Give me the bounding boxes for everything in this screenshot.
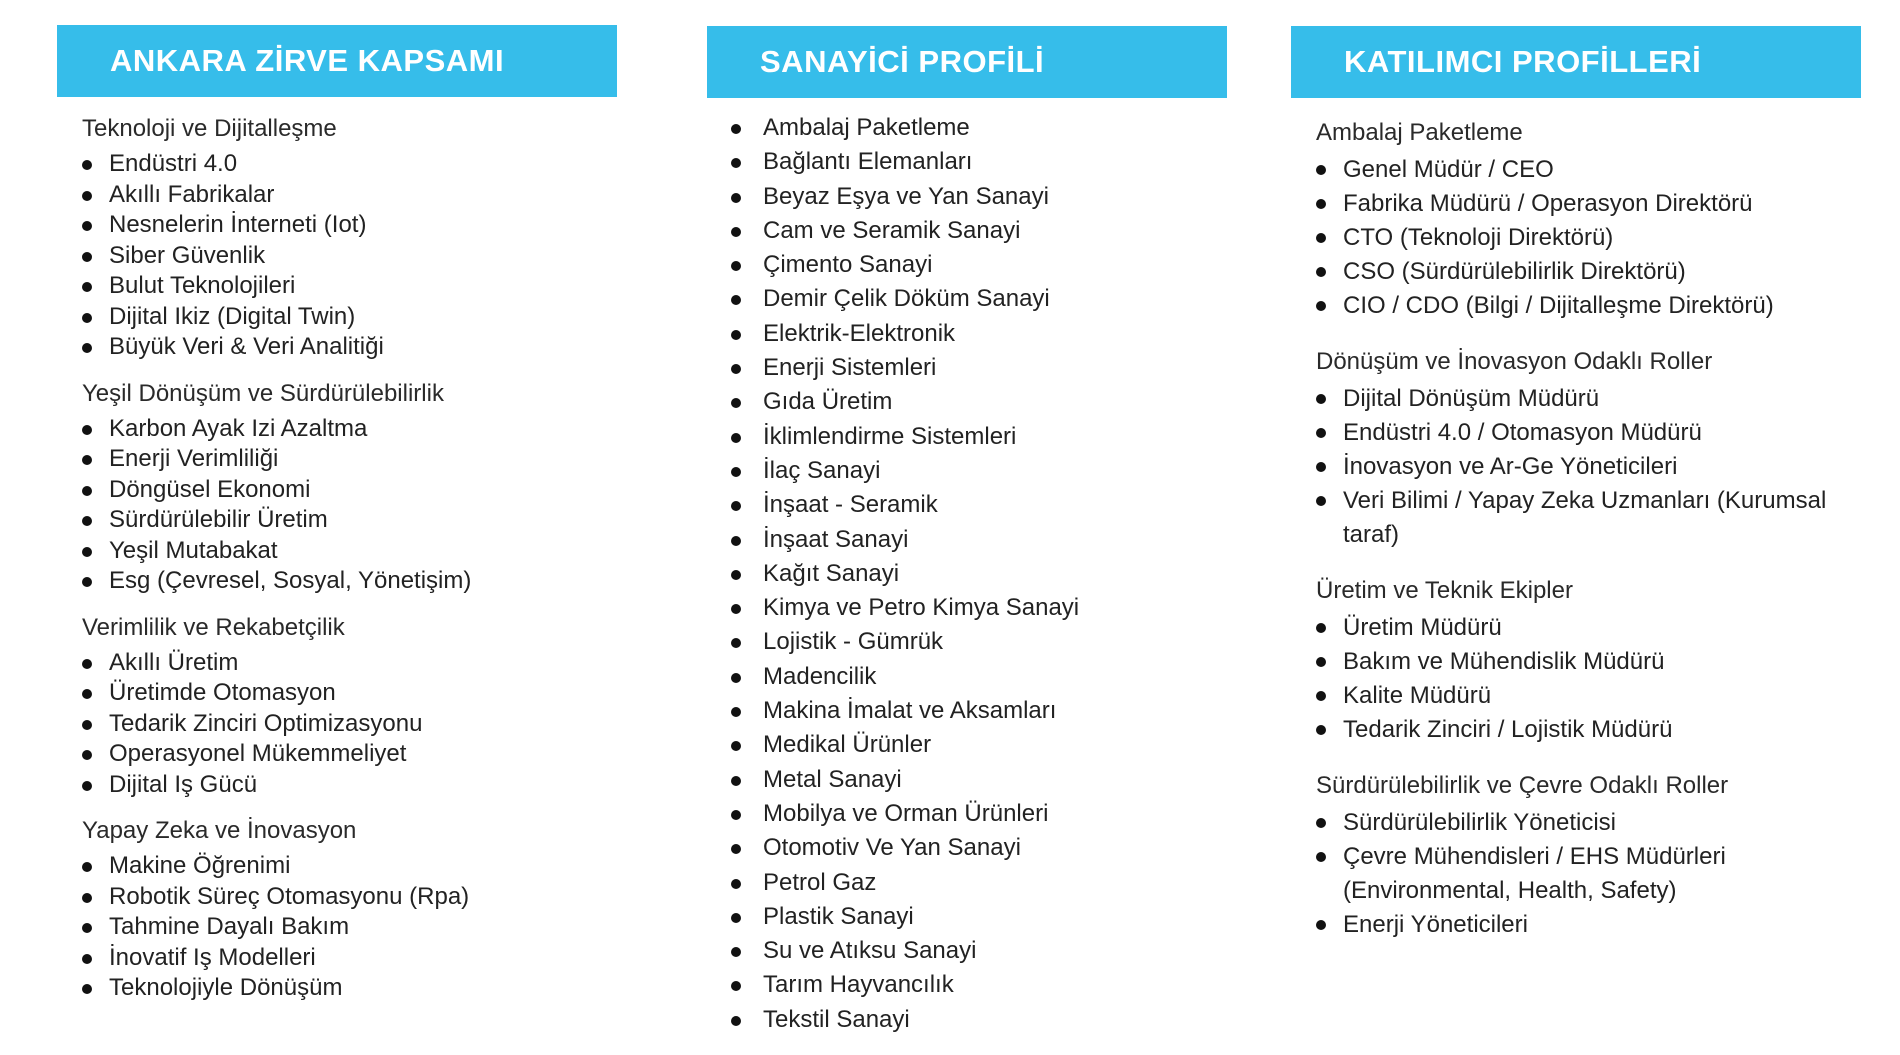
bullet-icon [82, 252, 92, 262]
list-item [82, 943, 617, 974]
list-item-label: Plastik Sanayi [763, 902, 914, 930]
group [1316, 771, 1861, 942]
list-item-label: Otomotiv Ve Yan Sanayi [763, 834, 1021, 862]
list-item-label: Robotik Süreç Otomasyonu (Rpa) [109, 882, 470, 910]
list-item [731, 797, 1227, 831]
group-title: Yapay Zeka ve İnovasyon [82, 817, 357, 844]
bullet-icon [82, 221, 92, 231]
list-item [731, 214, 1227, 248]
bullet-icon [731, 604, 741, 614]
list-item-label: Cam ve Seramik Sanayi [763, 216, 1021, 244]
list-item [731, 248, 1227, 282]
topic-groups [57, 97, 617, 1004]
group-list [1316, 611, 1861, 747]
bullet-icon [1316, 496, 1326, 506]
bullet-icon [1316, 199, 1326, 209]
list-item [731, 145, 1227, 179]
group [82, 613, 617, 801]
group-list [82, 851, 617, 1004]
bullet-icon [82, 455, 92, 465]
column-industry-profile [707, 0, 1227, 1037]
list-item-label: Endüstri 4.0 [109, 150, 238, 177]
bullet-icon [82, 282, 92, 292]
bullet-icon [731, 810, 741, 820]
list-item [1316, 187, 1861, 221]
list-item [82, 536, 617, 567]
list-item [1316, 908, 1861, 942]
group [1316, 576, 1861, 747]
list-item [731, 968, 1227, 1002]
list-item [731, 385, 1227, 419]
list-item-label: Dijital Iş Gücü [109, 770, 258, 798]
bullet-icon [1316, 233, 1326, 243]
bullet-icon [731, 330, 741, 340]
group-list [1316, 382, 1861, 552]
list-item [731, 694, 1227, 728]
list-item [82, 678, 617, 709]
group-title: Teknoloji ve Dijitalleşme [82, 115, 337, 142]
list-item-label: Dijital Ikiz (Digital Twin) [109, 302, 356, 330]
list-item-label: Beyaz Eşya ve Yan Sanayi [763, 182, 1049, 210]
bullet-icon [731, 261, 741, 271]
bullet-icon [731, 158, 741, 168]
bullet-icon [1316, 165, 1326, 175]
list-item-label: Gıda Üretim [763, 388, 893, 416]
group [1316, 347, 1861, 552]
list-item [731, 591, 1227, 625]
list-item [731, 934, 1227, 968]
list-item [82, 149, 617, 180]
list-item [1316, 450, 1861, 484]
list-item-label: Madencilik [763, 662, 877, 690]
list-item-label: Enerji Yöneticileri [1343, 911, 1528, 938]
bullet-icon [1316, 818, 1326, 828]
bullet-icon [731, 467, 741, 477]
list-item [82, 973, 617, 1004]
list-item-label: Endüstri 4.0 / Otomasyon Müdürü [1343, 419, 1702, 446]
list-item-label: Akıllı Fabrikalar [109, 180, 275, 208]
group-title: Yeşil Dönüşüm ve Sürdürülebilirlik [82, 379, 444, 407]
industry-list [707, 98, 1227, 1037]
bullet-icon [731, 879, 741, 889]
bullet-icon [731, 913, 741, 923]
list-item [82, 332, 617, 363]
group-title: Verimlilik ve Rekabetçilik [82, 613, 345, 641]
list-item [1316, 416, 1861, 450]
bullet-icon [731, 981, 741, 991]
list-item-label: Siber Güvenlik [109, 241, 266, 269]
list-item [731, 1003, 1227, 1037]
list-item-label: İnovatif Iş Modelleri [109, 943, 316, 971]
list-item [82, 241, 617, 272]
list-item [1316, 289, 1861, 323]
bullet-icon [82, 750, 92, 760]
bullet-icon [731, 433, 741, 443]
bullet-icon [82, 862, 92, 872]
bullet-icon [82, 984, 92, 994]
list-item-label: Karbon Ayak Izi Azaltma [109, 414, 368, 442]
group [82, 816, 617, 1004]
group [82, 114, 617, 363]
list-item [1316, 484, 1861, 552]
group-title: Dönüşüm ve İnovasyon Odaklı Roller [1316, 348, 1713, 375]
bullet-icon [731, 638, 741, 648]
list-item-label: Tahmine Dayalı Bakım [109, 913, 350, 940]
bullet-icon [82, 516, 92, 526]
bullet-icon [731, 1016, 741, 1026]
group-list [1316, 153, 1861, 323]
group-list [82, 149, 617, 363]
list-item [82, 709, 617, 740]
bullet-icon [731, 295, 741, 305]
list-item-label: Dijital Dönüşüm Müdürü [1343, 385, 1600, 412]
group [82, 379, 617, 597]
list-item-label: Tedarik Zinciri Optimizasyonu [109, 709, 423, 737]
list-item [1316, 713, 1861, 747]
list-item [82, 882, 617, 913]
bullet-icon [731, 398, 741, 408]
list-item [82, 444, 617, 475]
list-item [731, 763, 1227, 797]
list-item-label: İnşaat - Seramik [763, 491, 938, 519]
list-item [82, 912, 617, 943]
list-item [1316, 255, 1861, 289]
role-groups [1291, 98, 1861, 942]
list-item-label: İklimlendirme Sistemleri [763, 422, 1017, 450]
list-item [1316, 221, 1861, 255]
list-item [1316, 153, 1861, 187]
list-item-label: CIO / CDO (Bilgi / Dijitalleşme Direktörü) [1343, 292, 1774, 319]
group-list [82, 648, 617, 801]
bullet-icon [731, 501, 741, 511]
list-item-label: Esg (Çevresel, Sosyal, Yönetişim) [109, 567, 472, 594]
list-item [731, 831, 1227, 865]
bullet-icon [1316, 462, 1326, 472]
list-item [731, 420, 1227, 454]
list-item-label: Kimya ve Petro Kimya Sanayi [763, 594, 1080, 622]
bullet-icon [82, 486, 92, 496]
list-item-label: Lojistik - Gümrük [763, 628, 944, 656]
list-item-label: Akıllı Üretim [109, 648, 239, 676]
list-item-label: Nesnelerin İnterneti (Iot) [109, 211, 367, 238]
list-item [731, 866, 1227, 900]
list-item-label: Elektrik-Elektronik [763, 319, 956, 347]
list-item-label: Sürdürülebilirlik Yöneticisi [1343, 809, 1617, 836]
list-item-label: CTO (Teknoloji Direktörü) [1343, 224, 1614, 251]
group [1316, 118, 1861, 323]
list-item [1316, 840, 1861, 908]
group-title: Ambalaj Paketleme [1316, 119, 1523, 146]
bullet-icon [82, 659, 92, 669]
list-item [82, 505, 617, 536]
bullet-icon [1316, 267, 1326, 277]
list-item-label: Kağıt Sanayi [763, 559, 900, 587]
list-item-label: Enerji Verimliliği [109, 445, 279, 472]
list-item [82, 739, 617, 770]
list-item [82, 180, 617, 211]
list-item-label: Bulut Teknolojileri [109, 272, 296, 299]
bullet-icon [82, 923, 92, 933]
bullet-icon [731, 776, 741, 786]
bullet-icon [731, 570, 741, 580]
bullet-icon [1316, 428, 1326, 438]
list-item [82, 770, 617, 801]
list-item-label: Bakım ve Mühendislik Müdürü [1343, 648, 1665, 675]
list-item-label: Çevre Mühendisleri / EHS Müdürleri (Environmental, Health, Safety) [1343, 843, 1726, 904]
list-item [1316, 806, 1861, 840]
list-item-label: Döngüsel Ekonomi [109, 475, 311, 503]
list-item-label: Çimento Sanayi [763, 251, 933, 279]
list-item [731, 660, 1227, 694]
bullet-icon [82, 893, 92, 903]
list-item-label: Sürdürülebilir Üretim [109, 506, 328, 533]
bullet-icon [731, 227, 741, 237]
list-item [731, 523, 1227, 557]
bullet-icon [82, 720, 92, 730]
list-item-label: Teknolojiyle Dönüşüm [109, 974, 343, 1001]
section-header-industry-profile: SANAYİCİ PROFİLİ [707, 26, 1227, 98]
list-item-label: Veri Bilimi / Yapay Zeka Uzmanları (Kurumsal taraf) [1343, 487, 1827, 548]
list-item-label: Su ve Atıksu Sanayi [763, 937, 977, 965]
bullet-icon [1316, 920, 1326, 930]
list-item-label: Petrol Gaz [763, 868, 877, 896]
list-item [731, 625, 1227, 659]
bullet-icon [82, 689, 92, 699]
bullet-icon [82, 547, 92, 557]
group-list [1316, 806, 1861, 942]
list-item [1316, 645, 1861, 679]
list-item-label: Makine Öğrenimi [109, 852, 291, 879]
list-item-label: Makina İmalat ve Aksamları [763, 697, 1057, 725]
list-item [82, 271, 617, 302]
list-item [731, 728, 1227, 762]
list-item-label: İlaç Sanayi [763, 456, 881, 484]
list-item [731, 317, 1227, 351]
bullet-icon [1316, 725, 1326, 735]
bullet-icon [1316, 301, 1326, 311]
list-item [731, 351, 1227, 385]
list-item-label: Operasyonel Mükemmeliyet [109, 740, 407, 767]
bullet-icon [82, 313, 92, 323]
group-title: Üretim ve Teknik Ekipler [1316, 577, 1573, 604]
section-header-summit-scope: ANKARA ZİRVE KAPSAMI [57, 25, 617, 97]
list-item-label: Büyük Veri & Veri Analitiği [109, 333, 384, 360]
list-item [731, 454, 1227, 488]
column-participant-profiles [1291, 0, 1861, 966]
list-item [82, 210, 617, 241]
bullet-icon [1316, 394, 1326, 404]
list-item [1316, 679, 1861, 713]
list-item-label: Mobilya ve Orman Ürünleri [763, 799, 1049, 827]
list-item [731, 488, 1227, 522]
bullet-icon [731, 193, 741, 203]
bullet-icon [731, 844, 741, 854]
bullet-icon [731, 673, 741, 683]
list-item [1316, 382, 1861, 416]
section-header-participant-profiles: KATILIMCI PROFİLLERİ [1291, 26, 1861, 98]
list-item [731, 557, 1227, 591]
bullet-icon [731, 364, 741, 374]
bullet-icon [82, 954, 92, 964]
bullet-icon [731, 124, 741, 134]
list-item [731, 900, 1227, 934]
list-item [82, 414, 617, 445]
bullet-icon [731, 536, 741, 546]
list-item [82, 851, 617, 882]
list-item-label: Üretim Müdürü [1343, 614, 1502, 641]
list-item [82, 302, 617, 333]
group-list [82, 414, 617, 597]
bullet-icon [731, 707, 741, 717]
list-item [731, 180, 1227, 214]
list-item-label: Ambalaj Paketleme [763, 114, 970, 141]
list-item-label: Demir Çelik Döküm Sanayi [763, 285, 1050, 313]
list-item-label: Genel Müdür / CEO [1343, 156, 1554, 183]
list-item-label: Fabrika Müdürü / Operasyon Direktörü [1343, 190, 1753, 217]
bullet-icon [731, 741, 741, 751]
bullet-icon [1316, 623, 1326, 633]
group-title: Sürdürülebilirlik ve Çevre Odaklı Roller [1316, 772, 1729, 799]
list-item-label: Tekstil Sanayi [763, 1005, 910, 1033]
bullet-icon [82, 577, 92, 587]
bullet-icon [82, 425, 92, 435]
bullet-icon [82, 781, 92, 791]
bullet-icon [82, 160, 92, 170]
bullet-icon [731, 947, 741, 957]
bullet-icon [1316, 691, 1326, 701]
list-item-label: Medikal Ürünler [763, 731, 932, 759]
bullet-icon [1316, 852, 1326, 862]
list-item [731, 282, 1227, 316]
bullet-icon [82, 191, 92, 201]
list-item [731, 111, 1227, 145]
list-item [82, 475, 617, 506]
list-item [82, 648, 617, 679]
list-item-label: Üretimde Otomasyon [109, 679, 336, 706]
column-summit-scope [57, 0, 617, 1020]
list-item-label: Enerji Sistemleri [763, 354, 937, 382]
list-item-label: Kalite Müdürü [1343, 682, 1492, 709]
bullet-icon [82, 343, 92, 353]
list-item-label: Tedarik Zinciri / Lojistik Müdürü [1343, 716, 1673, 743]
list-item-label: Bağlantı Elemanları [763, 148, 973, 176]
list-item-label: Yeşil Mutabakat [109, 536, 278, 564]
list-item [1316, 611, 1861, 645]
list-item-label: Metal Sanayi [763, 765, 902, 793]
list-item-label: CSO (Sürdürülebilirlik Direktörü) [1343, 258, 1686, 285]
list-item-label: İnşaat Sanayi [763, 525, 909, 553]
list-item-label: İnovasyon ve Ar-Ge Yöneticileri [1343, 453, 1678, 480]
bullet-icon [1316, 657, 1326, 667]
list-item [82, 566, 617, 597]
list-item-label: Tarım Hayvancılık [763, 971, 954, 999]
